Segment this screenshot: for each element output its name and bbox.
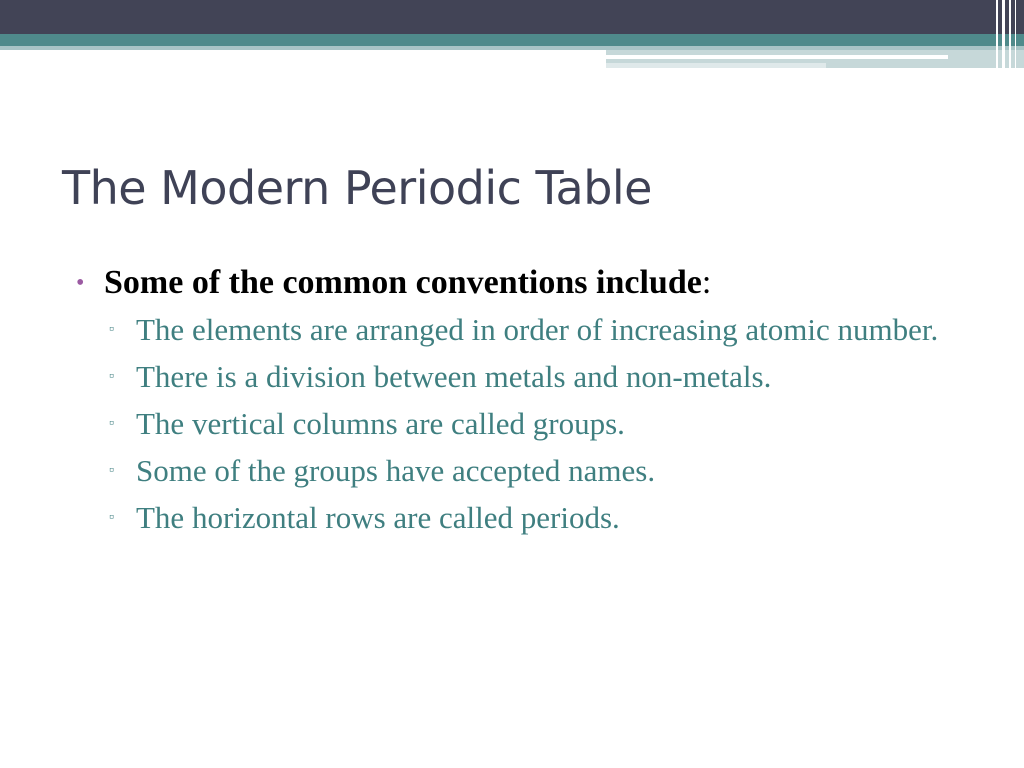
sub-bullet-item: [76, 402, 956, 446]
header-band-right-line: [606, 55, 948, 59]
slide-title: The Modern Periodic Table: [62, 161, 652, 215]
sub-bullet-item: [76, 449, 956, 493]
header-band-right-line-2: [606, 63, 826, 68]
square-bullet-icon: ▫: [109, 416, 114, 431]
sub-bullet-item: [76, 308, 956, 352]
header-stripes: [992, 0, 1024, 68]
square-bullet-icon: ▫: [109, 463, 114, 478]
header-band-dark: [0, 0, 1024, 34]
main-bullet-colon: :: [701, 264, 712, 301]
sub-bullet-item: [76, 496, 956, 540]
square-bullet-icon: ▫: [109, 369, 114, 384]
bullet-dot-icon: •: [76, 270, 85, 296]
main-bullet: [76, 260, 956, 306]
sub-bullet-text: There is a division between metals and non-metals.: [136, 359, 772, 394]
sub-bullet-text: The vertical columns are called groups.: [136, 406, 625, 441]
slide-content: [76, 260, 956, 543]
sub-bullet-text: Some of the groups have accepted names.: [136, 453, 656, 488]
sub-bullet-item: [76, 355, 956, 399]
square-bullet-icon: ▫: [109, 322, 114, 337]
square-bullet-icon: ▫: [109, 510, 114, 525]
sub-bullet-text: The elements are arranged in order of increasing atomic number.: [136, 312, 939, 347]
main-bullet-text: Some of the common conventions include: [104, 264, 702, 301]
header-band-teal: [0, 34, 1024, 46]
sub-bullet-list: [76, 308, 956, 540]
sub-bullet-text: The horizontal rows are called periods.: [136, 500, 620, 535]
